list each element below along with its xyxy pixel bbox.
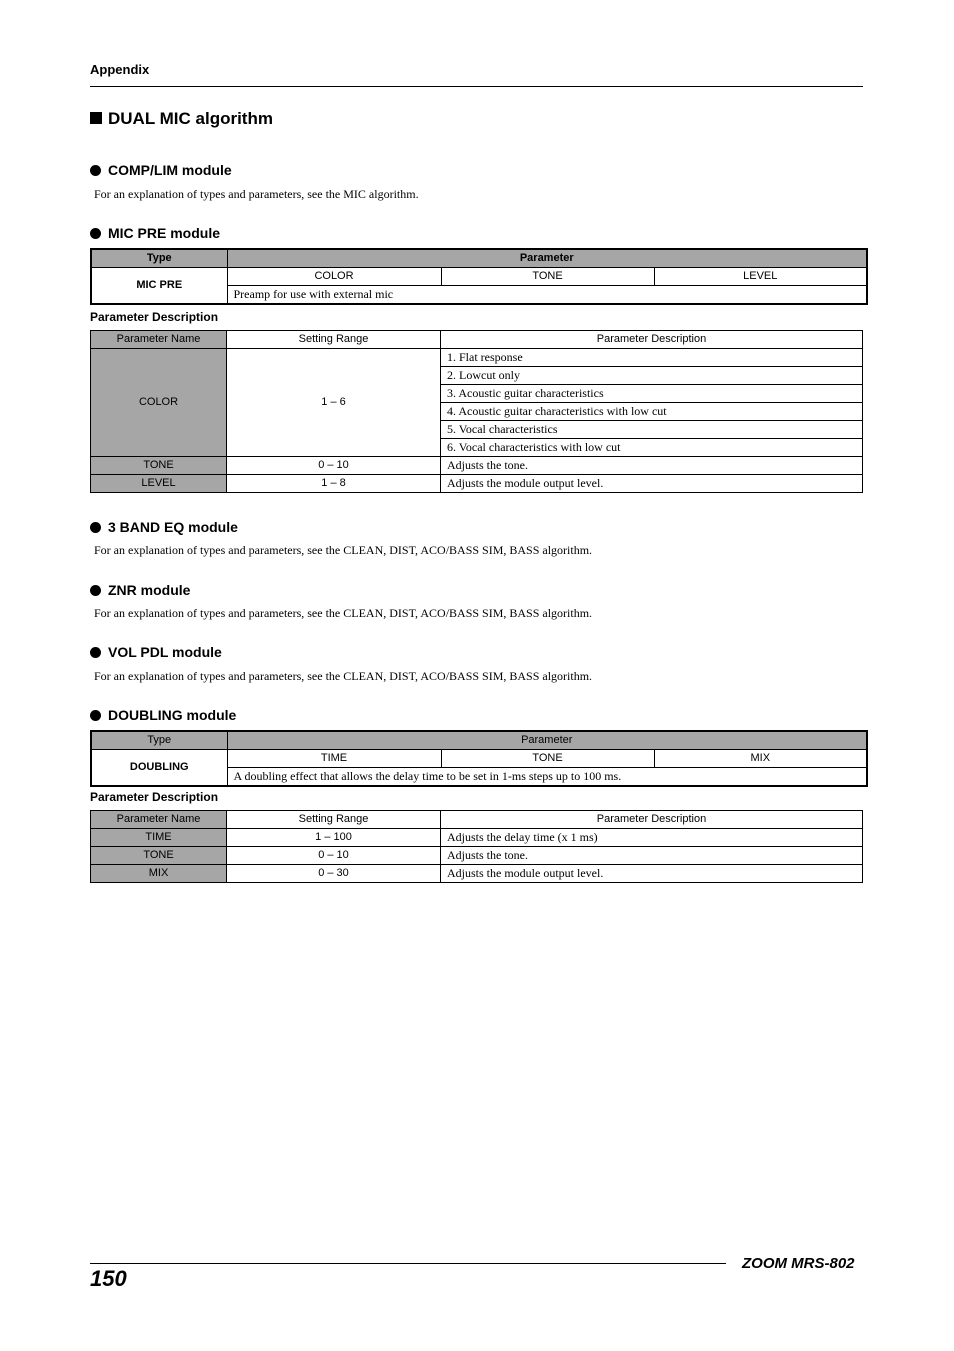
param-range: 0 – 10 xyxy=(227,847,441,865)
type-header: Type xyxy=(91,731,227,750)
param-name: TONE xyxy=(91,457,227,475)
param-level: LEVEL xyxy=(654,268,867,286)
heading-comp-lim: COMP/LIM module xyxy=(90,162,232,178)
color-option: 3. Acoustic guitar characteristics xyxy=(441,385,863,403)
param-tone: TONE xyxy=(441,268,654,286)
bullet-icon xyxy=(90,165,101,176)
heading-vol-pdl: VOL PDL module xyxy=(90,644,222,660)
type-description: A doubling effect that allows the delay time to be set in 1-ms steps up to 100 ms. xyxy=(227,768,867,787)
param-desc: Adjusts the tone. xyxy=(441,847,863,865)
square-bullet-icon xyxy=(90,112,102,124)
col-header-name: Parameter Name xyxy=(91,811,227,829)
param-name: MIX xyxy=(91,865,227,883)
bullet-icon xyxy=(90,710,101,721)
param-range: 1 – 100 xyxy=(227,829,441,847)
param-mix: MIX xyxy=(654,750,867,768)
param-range: 0 – 10 xyxy=(227,457,441,475)
comp-lim-text: For an explanation of types and parameters, see the MIC algorithm. xyxy=(94,187,419,201)
color-option: 5. Vocal characteristics xyxy=(441,421,863,439)
col-header-name: Parameter Name xyxy=(91,331,227,349)
parameter-header: Parameter xyxy=(227,731,867,750)
page-title-text: DUAL MIC algorithm xyxy=(108,109,273,128)
vol-pdl-text: For an explanation of types and parameters, see the CLEAN, DIST, ACO/BASS SIM, BASS algorithm. xyxy=(94,669,593,683)
table-row xyxy=(91,829,863,847)
page-title xyxy=(90,109,273,129)
color-option: 2. Lowcut only xyxy=(441,367,863,385)
param-name: TIME xyxy=(91,829,227,847)
product-model: ZOOM MRS-802 xyxy=(742,1255,855,1272)
bullet-icon xyxy=(90,522,101,533)
param-name: LEVEL xyxy=(91,475,227,493)
table-row xyxy=(91,475,863,493)
bullet-icon xyxy=(90,647,101,658)
table-row xyxy=(91,865,863,883)
doubling-param-table xyxy=(90,810,863,883)
color-option: 6. Vocal characteristics with low cut xyxy=(441,439,863,457)
param-tone: TONE xyxy=(441,750,654,768)
bullet-icon xyxy=(90,228,101,239)
param-name: COLOR xyxy=(91,349,227,457)
param-range: 1 – 8 xyxy=(227,475,441,493)
col-header-desc: Parameter Description xyxy=(441,811,863,829)
param-desc: Adjusts the module output level. xyxy=(441,475,863,493)
type-name: MIC PRE xyxy=(91,268,227,305)
heading-znr: ZNR module xyxy=(90,582,190,598)
param-color: COLOR xyxy=(227,268,441,286)
znr-text: For an explanation of types and parameters, see the CLEAN, DIST, ACO/BASS SIM, BASS algorithm. xyxy=(94,606,593,620)
bullet-icon xyxy=(90,585,101,596)
parameter-header: Parameter xyxy=(227,249,867,268)
type-description: Preamp for use with external mic xyxy=(227,286,867,305)
type-name: DOUBLING xyxy=(91,750,227,787)
page-number: 150 xyxy=(90,1266,127,1291)
band-eq-text: For an explanation of types and parameters, see the CLEAN, DIST, ACO/BASS SIM, BASS algorithm. xyxy=(94,543,593,557)
param-range: 1 – 6 xyxy=(227,349,441,457)
param-desc: Adjusts the module output level. xyxy=(441,865,863,883)
mic-pre-type-table xyxy=(90,248,868,305)
param-range: 0 – 30 xyxy=(227,865,441,883)
param-desc-heading: Parameter Description xyxy=(90,310,219,324)
type-header: Type xyxy=(91,249,227,268)
heading-3-band-eq: 3 BAND EQ module xyxy=(90,519,238,535)
footer-rule xyxy=(90,1263,726,1264)
col-header-range: Setting Range xyxy=(227,811,441,829)
heading-doubling: DOUBLING module xyxy=(90,707,236,723)
col-header-desc: Parameter Description xyxy=(441,331,863,349)
heading-mic-pre: MIC PRE module xyxy=(90,225,220,241)
color-option: 1. Flat response xyxy=(441,349,863,367)
doubling-type-table xyxy=(90,730,868,787)
table-row xyxy=(91,457,863,475)
param-name: TONE xyxy=(91,847,227,865)
table-row xyxy=(91,847,863,865)
section-header: Appendix xyxy=(90,62,150,77)
param-desc: Adjusts the tone. xyxy=(441,457,863,475)
header-rule xyxy=(90,86,863,87)
param-time: TIME xyxy=(227,750,441,768)
col-header-range: Setting Range xyxy=(227,331,441,349)
color-option: 4. Acoustic guitar characteristics with low cut xyxy=(441,403,863,421)
param-desc-heading: Parameter Description xyxy=(90,790,219,804)
param-desc: Adjusts the delay time (x 1 ms) xyxy=(441,829,863,847)
mic-pre-param-table xyxy=(90,330,863,493)
